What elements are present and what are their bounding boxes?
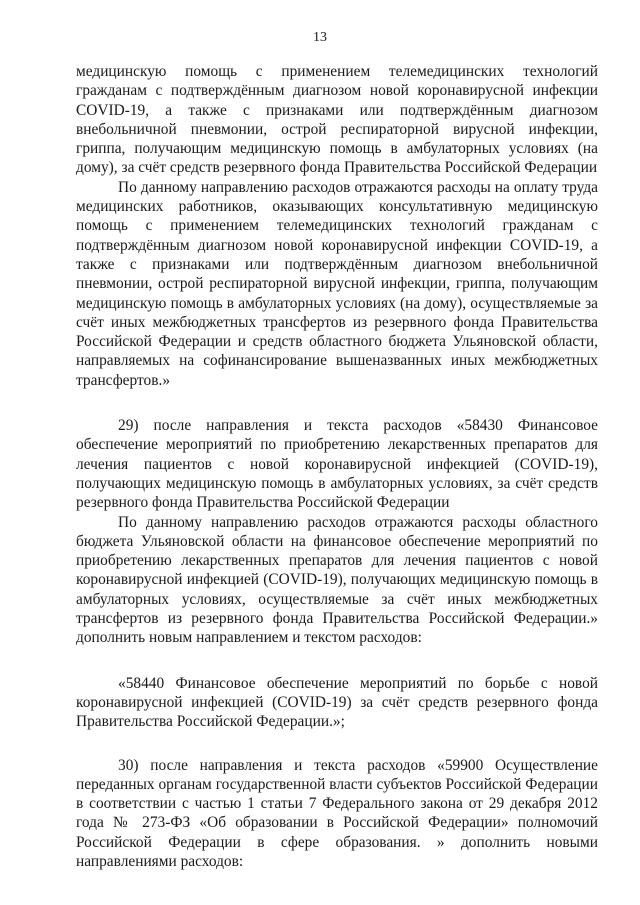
spacer [76, 648, 598, 674]
paragraph-item-29-description: По данному направлению расходов отражаются расходы областного бюджета Ульяновской области на финансовое обеспечение мероприятий по приобретению лекарственных препаратов для лечения пациентов с новой коронавирусной инфекцией (COVID-19), получающих медицинскую помощь в амбулаторных условиях, осуществляемые за счёт иных межбюджетных трансфертов из резервного фонда Правительства Российской Федерации.» дополнить новым направлением и текстом расходов: [76, 513, 598, 647]
paragraph-item-30: 30) после направления и текста расходов «59900 Осуществление переданных органам государственной власти субъектов Российской Федерации в соответствии с частью 1 статьи 7 Федерального закона от 29 декабря 2012 года № 273-ФЗ «Об образовании в Российской Федерации» полномочий Российской Федерации в сфере образования. » дополнить новыми направлениями расходов: [76, 756, 598, 870]
spacer [76, 390, 598, 416]
paragraph-continuation: медицинскую помощь с применением телемедицинских технологий гражданам с подтверждённым диагнозом новой коронавирусной инфекции COVID-19, а также с признаками или подтверждённым диагнозом внебольничной пневмонии, острой респираторной вирусной инфекции, гриппа, получающим медицинскую помощь в амбулаторных условиях (на дому), за счёт средств резервного фонда Правительства Российской Федерации [76, 63, 598, 177]
paragraph-item-29: 29) после направления и текста расходов «58430 Финансовое обеспечение мероприятий по приобретению лекарственных препаратов для лечения пациентов с новой коронавирусной инфекцией (COVID-19), получающих медицинскую помощь в амбулаторных условиях, за счёт средств резервного фонда Правительства Российской Федерации [76, 417, 598, 512]
page-number: 13 [313, 30, 327, 45]
paragraph-expense-description: По данному направлению расходов отражаются расходы на оплату труда медицинских работников, оказывающих консультативную медицинскую помощь с применением телемедицинских технологий гражданам с подтверждённым диагнозом новой коронавирусной инфекции COVID-19, а также с признаками или подтверждённым диагнозом внебольничной пневмонии, острой респираторной вирусной инфекции, гриппа, получающим медицинскую помощь в амбулаторных условиях (на дому), осуществляемые за счёт иных межбюджетных трансфертов из резервного фонда Правительства Российской Федерации и средств областного бюджета Ульяновской области, направляемых на софинансирование вышеназванных иных межбюджетных трансфертов.» [76, 178, 598, 389]
paragraph-new-direction-58440: «58440 Финансовое обеспечение мероприятий по борьбе с новой коронавирусной инфекцией (COVID-19) за счёт средств резервного фонда Правительства Российской Федерации.»; [76, 674, 598, 731]
document-body [76, 62, 598, 871]
spacer [76, 732, 598, 756]
